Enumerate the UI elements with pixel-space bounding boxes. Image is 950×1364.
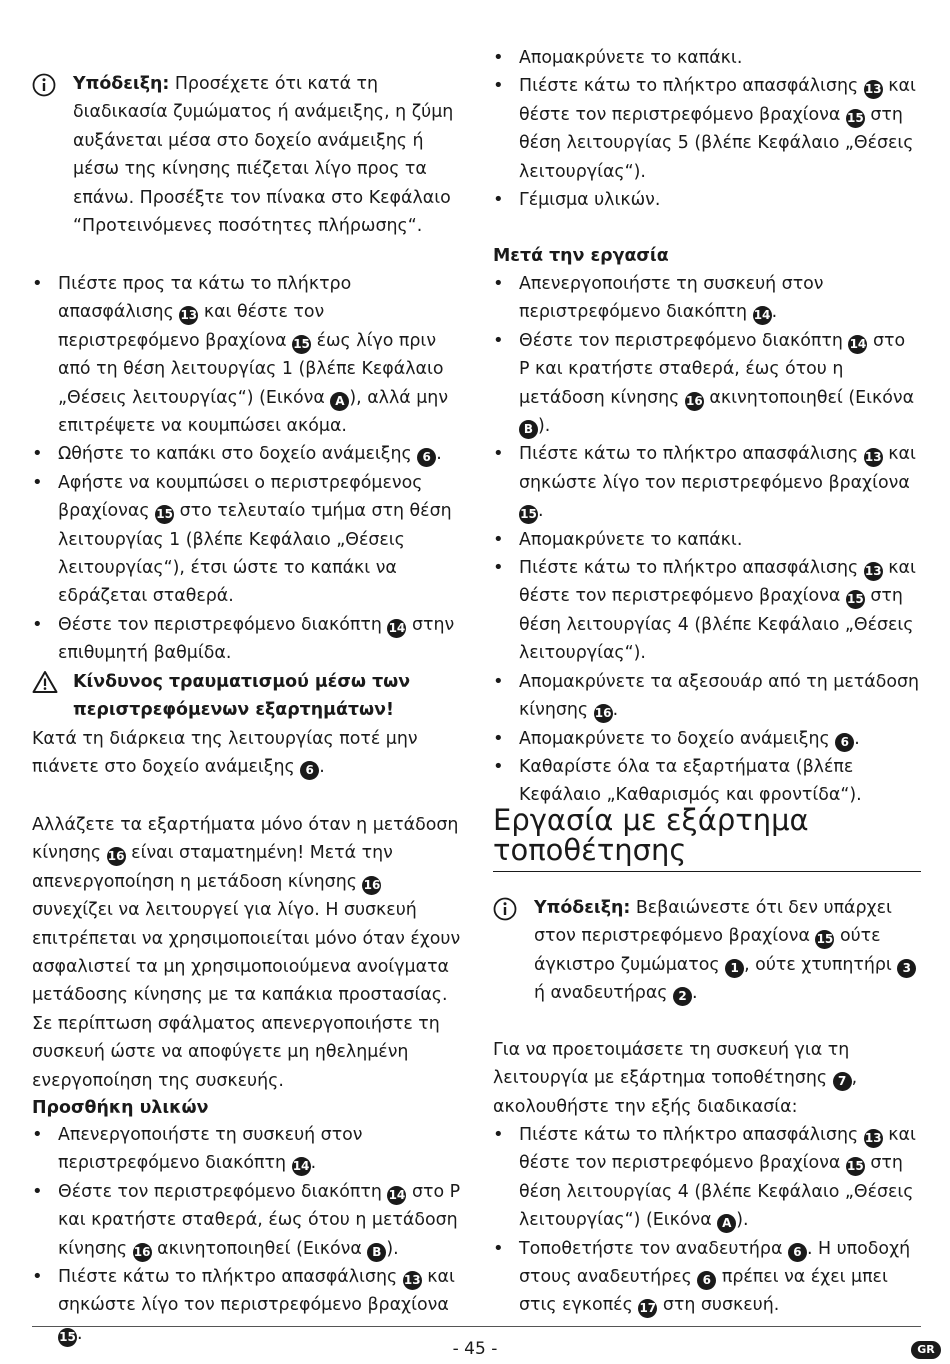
footer-divider <box>32 1326 921 1327</box>
list-item: • Πιέστε κάτω το πλήκτρο απασφάλισης 13 και σηκώστε λίγο τον περιστρεφόμενο βραχίονα 15. <box>32 1263 464 1348</box>
ref-number: 15 <box>155 505 174 524</box>
ref-number: 15 <box>292 335 311 354</box>
list-item: • Θέστε τον περιστρεφόμενο διακόπτη 14 στην επιθυμητή βαθμίδα. <box>32 611 464 668</box>
ref-number: 7 <box>833 1072 852 1091</box>
ref-number: 6 <box>835 733 854 752</box>
warning-note <box>32 668 464 725</box>
ref-number: 16 <box>362 876 381 895</box>
figure-ref: A <box>717 1214 736 1233</box>
info-paragraph: Αλλάζετε τα εξαρτήματα μόνο όταν η μετάδοση κίνησης 16 είναι σταματημένη! Μετά την απενεργοποίηση η μετάδοση κίνησης 16 συνεχίζει να λειτουργεί για λίγο. Η συσκευή επιτρέπεται να χρησιμοποιείται μόνο όταν έχουν ασφαλιστεί τα μη χρησιμοποιούμενα ανοίγματα μετάδοσης κίνησης με τα καπάκια προστασίας. Σε περίπτωση σφάλματος απενεργοποιήστε τη συσκευή ώστε να αποφύγετε μη ηθελημένη ενεργοποίηση της συσκευής. <box>32 815 461 1091</box>
hint-text: Υπόδειξη: Βεβαιώνεστε ότι δεν υπάρχει στον περιστρεφόμενο βραχίονα 15 ούτε άγκιστρο ζυμώματος 1 , ούτε χτυπητήρι 3 ή αναδευτήρας 2 . <box>534 894 921 1008</box>
hint-text: Υπόδειξη: Προσέχετε ότι κατά τη διαδικασία ζυμώματος ή ανάμειξης, η ζύμη αυξάνεται μέσα στο δοχείο ανάμειξης ή μέσω της κίνησης πιέζεται λίγο προς τα επάνω. Προσέξτε τον πίνακα στο Κεφάλαιο “Προτεινόμενες ποσότητες πλήρωσης“. <box>73 74 454 237</box>
after-work-heading: Μετά την εργασία <box>493 246 669 266</box>
list-item: • Απομακρύνετε το καπάκι. <box>493 526 921 554</box>
section-title-underline <box>493 871 921 872</box>
list-item: • Πιέστε προς τα κάτω το πλήκτρο απασφάλισης 13 και θέστε τον περιστρεφόμενο βραχίονα 15 έως λίγο πριν από τη θέση λειτουργίας 1 (βλέπε Κεφάλαιο „Θέσεις λειτουργίας“) (Εικόνα A ), αλλά μην επιτρέψετε να κουμπώσει ακόμα. <box>32 270 464 440</box>
ref-number: 13 <box>864 562 883 581</box>
warning-title: Κίνδυνος τραυματισμού μέσω των περιστρεφόμενων εξαρτημάτων! <box>73 672 411 721</box>
section-title-line2: τοποθέτησης <box>493 833 687 867</box>
language-badge: GR <box>911 1341 941 1359</box>
figure-ref: B <box>367 1243 386 1262</box>
list-item: • Πιέστε κάτω το πλήκτρο απασφάλισης 13 και σηκώστε λίγο τον περιστρεφόμενο βραχίονα 15. <box>493 440 921 525</box>
page-number: - 45 - <box>452 1339 498 1359</box>
hint-label: Υπόδειξη: <box>534 898 631 918</box>
section-title <box>493 805 921 865</box>
ref-number: 13 <box>864 448 883 467</box>
ref-number: 14 <box>848 335 867 354</box>
intro-paragraph: Για να προετοιμάσετε τη συσκευή για τη λειτουργία με εξάρτημα τοποθέτησης 7 , ακολουθήστε την εξής διαδικασία: <box>493 1040 858 1117</box>
ref-number: 16 <box>594 704 613 723</box>
section-title-line1: Εργασία με εξάρτημα <box>493 803 809 837</box>
ref-number: 13 <box>864 80 883 99</box>
ref-number: 17 <box>638 1299 657 1318</box>
ref-number: 13 <box>403 1271 422 1290</box>
add-materials-list <box>32 1121 464 1348</box>
list-item: • Θέστε τον περιστρεφόμενο διακόπτη 14 στο P και κρατήστε σταθερά, έως ότου η μετάδοση κίνησης 16 ακινητοποιηθεί (Εικόνα B ). <box>493 327 921 441</box>
warning-triangle-icon <box>32 670 58 694</box>
ref-number: 15 <box>815 930 834 949</box>
list-item: • Απομακρύνετε τα αξεσουάρ από τη μετάδοση κίνησης 16. <box>493 668 921 725</box>
ref-number: 2 <box>673 987 692 1006</box>
ref-number: 6 <box>697 1271 716 1290</box>
steps-list <box>32 270 464 668</box>
add-materials-list-continued <box>493 44 921 214</box>
list-item: • Ωθήστε το καπάκι στο δοχείο ανάμειξης 6 . <box>32 440 464 468</box>
list-item: • Απομακρύνετε το δοχείο ανάμειξης 6 . <box>493 725 921 753</box>
ref-number: 15 <box>846 1157 865 1176</box>
prep-list <box>493 1121 921 1320</box>
after-work-list <box>493 270 921 810</box>
list-item: • Απομακρύνετε το καπάκι. <box>493 44 921 72</box>
ref-number: 15 <box>58 1328 77 1347</box>
list-item: • Πιέστε κάτω το πλήκτρο απασφάλισης 13 και θέστε τον περιστρεφόμενο βραχίονα 15 στη θέση λειτουργίας 4 (βλέπε Κεφάλαιο „Θέσεις λειτουργίας“). <box>493 554 921 668</box>
list-item: • Πιέστε κάτω το πλήκτρο απασφάλισης 13 και θέστε τον περιστρεφόμενο βραχίονα 15 στη θέση λειτουργίας 4 (βλέπε Κεφάλαιο „Θέσεις λειτουργίας“) (Εικόνα A ). <box>493 1121 921 1235</box>
ref-number: 16 <box>107 847 126 866</box>
ref-number: 16 <box>133 1243 152 1262</box>
figure-ref: A <box>330 392 349 411</box>
hint-note <box>32 70 464 240</box>
ref-number: 6 <box>417 448 436 467</box>
ref-number: 6 <box>300 761 319 780</box>
figure-ref: B <box>519 420 538 439</box>
ref-number: 15 <box>519 505 538 524</box>
ref-number: 14 <box>753 306 772 325</box>
hint-label: Υπόδειξη: <box>73 74 170 94</box>
add-materials-heading: Προσθήκη υλικών <box>32 1098 209 1118</box>
ref-number: 3 <box>897 959 916 978</box>
ref-number: 15 <box>846 590 865 609</box>
ref-number: 14 <box>387 1186 406 1205</box>
info-circle-icon <box>32 73 56 97</box>
ref-number: 13 <box>179 306 198 325</box>
ref-number: 16 <box>685 392 704 411</box>
ref-number: 13 <box>864 1129 883 1148</box>
ref-number: 6 <box>788 1243 807 1262</box>
ref-number: 14 <box>292 1157 311 1176</box>
list-item: • Απενεργοποιήστε τη συσκευή στον περιστρεφόμενο διακόπτη 14. <box>493 270 921 327</box>
ref-number: 1 <box>725 959 744 978</box>
list-item: • Αφήστε να κουμπώσει ο περιστρεφόμενος βραχίονας 15 στο τελευταίο τμήμα στη θέση λειτουργίας 1 (βλέπε Κεφάλαιο „Θέσεις λειτουργίας“), έτσι ώστε το καπάκι να εδράζεται σταθερά. <box>32 469 464 611</box>
ref-number: 14 <box>387 619 406 638</box>
list-item: • Θέστε τον περιστρεφόμενο διακόπτη 14 στο P και κρατήστε σταθερά, έως ότου η μετάδοση κίνησης 16 ακινητοποιηθεί (Εικόνα B ). <box>32 1178 464 1263</box>
warning-text: Κατά τη διάρκεια της λειτουργίας ποτέ μην πιάνετε στο δοχείο ανάμειξης 6 . <box>32 725 464 782</box>
list-item: • Τοποθετήστε τον αναδευτήρα 6 . Η υποδοχή στους αναδευτήρες 6 πρέπει να έχει μπει στις εγκοπές 17 στη συσκευή. <box>493 1235 921 1320</box>
ref-number: 15 <box>846 109 865 128</box>
info-circle-icon <box>493 897 517 921</box>
list-item: • Καθαρίστε όλα τα εξαρτήματα (βλέπε Κεφάλαιο „Καθαρισμός και φροντίδα“). <box>493 753 921 810</box>
list-item: • Πιέστε κάτω το πλήκτρο απασφάλισης 13 και θέστε τον περιστρεφόμενο βραχίονα 15 στη θέση λειτουργίας 5 (βλέπε Κεφάλαιο „Θέσεις λειτουργίας“). <box>493 72 921 186</box>
hint-note-2 <box>493 894 921 1008</box>
list-item: • Γέμισμα υλικών. <box>493 186 921 214</box>
list-item: • Απενεργοποιήστε τη συσκευή στον περιστρεφόμενο διακόπτη 14. <box>32 1121 464 1178</box>
